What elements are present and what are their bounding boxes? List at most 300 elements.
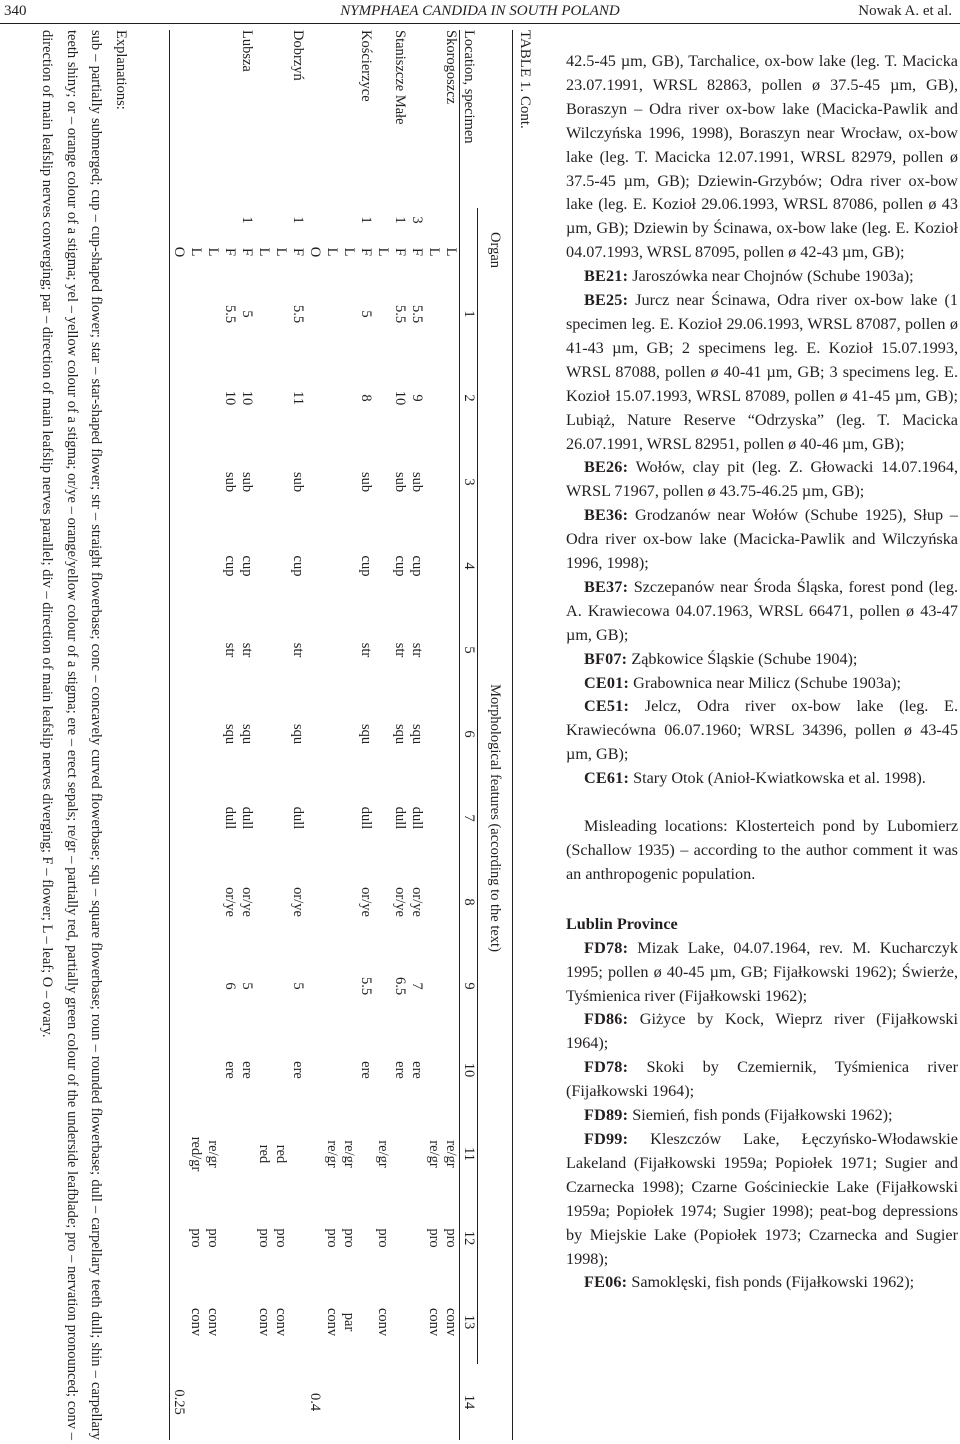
- cell-feature: pro: [273, 1228, 289, 1248]
- cell-feature: str: [409, 642, 425, 658]
- cell-feature: [170, 776, 188, 860]
- cell-feature: [374, 1028, 391, 1112]
- cell-feature: dull: [239, 806, 255, 830]
- cell-feature: [255, 1028, 272, 1112]
- cell-feature: [408, 1112, 425, 1196]
- cell-feature: [272, 1364, 289, 1440]
- locality-entry: [566, 1056, 958, 1104]
- cell-feature: 5.5: [392, 304, 408, 324]
- feature-number: 5: [461, 646, 477, 654]
- cell-feature: squ: [358, 723, 374, 745]
- cell-organ: F: [239, 247, 255, 257]
- cell-feature: [187, 860, 204, 944]
- cell-feature: ere: [392, 1061, 408, 1079]
- cell-feature: 10: [239, 390, 255, 406]
- cell-feature: [306, 944, 323, 1028]
- cell-count: [323, 208, 340, 232]
- cell-feature: [306, 608, 323, 692]
- table-row: [238, 30, 255, 1440]
- feature-number: 3: [461, 478, 477, 486]
- cell-feature: [323, 440, 340, 524]
- cell-feature: [272, 692, 289, 776]
- cell-feature: 9: [409, 394, 425, 402]
- table-row: [187, 30, 204, 1440]
- cell-feature: [306, 860, 323, 944]
- grid-code: FD89:: [584, 1106, 629, 1125]
- cell-feature: [425, 692, 442, 776]
- grid-code: FD78:: [584, 938, 629, 957]
- cell-feature: [272, 608, 289, 692]
- cell-organ: F: [409, 247, 425, 257]
- locality-text: Siemień, fish ponds (Fijałkowski 1962);: [628, 1106, 893, 1125]
- cell-feature: [391, 1364, 408, 1440]
- cell-feature: [357, 1364, 374, 1440]
- locality-entry: [566, 1128, 958, 1271]
- cell-feature: [272, 524, 289, 608]
- cell-feature: [272, 440, 289, 524]
- cell-organ: L: [443, 247, 459, 257]
- cell-count: [272, 208, 289, 232]
- cell-feature: re/gr: [324, 1140, 340, 1168]
- locality-text: Giżyce by Kock, Wieprz river (Fijałkowski 1964);: [566, 1010, 958, 1053]
- cell-feature: [272, 272, 289, 356]
- cell-feature: [374, 440, 391, 524]
- locality-text: Wołów, clay pit (leg. Z. Głowacki 14.07.1964, WRSL 71967, pollen ø 43.75-46.25 µm, GB);: [566, 458, 958, 501]
- cell-feature: 6: [222, 982, 238, 990]
- feature-number: 13: [461, 1314, 477, 1330]
- cell-feature: [170, 272, 188, 356]
- cell-count: [187, 208, 204, 232]
- cell-feature: dull: [222, 806, 238, 830]
- cell-feature: dull: [290, 806, 306, 830]
- cell-organ: L: [188, 247, 204, 257]
- page-number: 340: [4, 3, 27, 19]
- cell-feature: 10: [392, 390, 408, 406]
- cell-feature: [391, 1196, 408, 1280]
- feature-number: 7: [461, 814, 477, 822]
- cell-feature: re/gr: [341, 1140, 357, 1168]
- cell-feature: squ: [409, 723, 425, 745]
- locality-text: Szczepanów near Środa Śląska, forest pond (leg. A. Krawiecowa 04.07.1963, WRSL 66471, pollen ø 43-47 µm, GB);: [566, 577, 958, 644]
- cell-feature: [442, 860, 460, 944]
- locality-text: Samoklęski, fish ponds (Fijałkowski 1962);: [627, 1273, 915, 1292]
- cell-feature: [442, 608, 460, 692]
- table-explanations: [35, 30, 133, 1440]
- cell-feature: [374, 272, 391, 356]
- cell-feature: 5.5: [358, 976, 374, 996]
- locality-text: Grabownica near Milicz (Schube 1903a);: [629, 673, 902, 692]
- cell-feature: [323, 524, 340, 608]
- cell-feature: [187, 356, 204, 440]
- cell-feature: [170, 356, 188, 440]
- cell-feature: [306, 1028, 323, 1112]
- cell-feature: [442, 524, 460, 608]
- cell-feature: squ: [222, 723, 238, 745]
- cell-feature: pro: [324, 1228, 340, 1248]
- table-row: [255, 30, 272, 1440]
- grid-code: FE06:: [584, 1273, 628, 1292]
- cell-feature: [391, 1112, 408, 1196]
- cell-organ: L: [205, 247, 221, 257]
- cell-count: 1: [392, 216, 408, 224]
- cell-feature: str: [392, 642, 408, 658]
- cell-feature: [306, 272, 323, 356]
- cell-organ: L: [375, 247, 391, 257]
- cell-feature: [340, 356, 357, 440]
- grid-code: CE61:: [584, 769, 630, 788]
- feature-number: 11: [461, 1147, 477, 1161]
- locality-entry: [566, 456, 958, 504]
- feature-number: 4: [461, 562, 477, 570]
- cell-feature: [442, 692, 460, 776]
- cell-feature: sub: [290, 471, 306, 493]
- cell-feature: [204, 776, 221, 860]
- cell-feature: [408, 1196, 425, 1280]
- locality-entry: [566, 648, 958, 672]
- grid-code: CE01:: [584, 673, 630, 692]
- cell-feature: sub: [409, 471, 425, 493]
- locality-entry: [566, 1271, 958, 1295]
- locality-text: Jelcz, Odra river ox-bow lake (leg. E. Krawiecówna 06.07.1960; WRSL 34396, pollen ø 43-45 µm, GB);: [566, 697, 958, 764]
- cell-feature: [425, 608, 442, 692]
- cell-count: [340, 208, 357, 232]
- cell-feature: 5.5: [409, 304, 425, 324]
- cell-organ: L: [273, 247, 289, 257]
- cell-feature: [442, 1364, 460, 1440]
- cell-feature: [255, 860, 272, 944]
- grid-code: BE21:: [584, 267, 629, 286]
- cell-feature: ere: [409, 1061, 425, 1079]
- cell-feature: [170, 1112, 188, 1196]
- cell-feature: conv: [188, 1307, 204, 1337]
- cell-feature: [187, 1028, 204, 1112]
- cell-feature: [187, 1364, 204, 1440]
- cell-feature: [221, 1196, 238, 1280]
- morphology-table: [169, 30, 513, 1440]
- cell-feature: conv: [443, 1307, 459, 1337]
- cell-feature: [272, 860, 289, 944]
- cell-feature: conv: [273, 1307, 289, 1337]
- cell-feature: [170, 608, 188, 692]
- cell-feature: or/ye: [239, 887, 255, 917]
- cell-count: [442, 208, 460, 232]
- cell-feature: 8: [358, 394, 374, 402]
- locality-text: Kleszczów Lake, Łęczyńsko-Włodawskie Lakeland (Fijałkowski 1959a; Popiołek 1971; Sugier and Czarnecka 1998); Czarne Gościnieckie Lake (Fijałkowski 1959a; Popiołek 1974; Sugier 1998); peat-bog depressions by Miejskie Lake (Popiołek 1973; Czarnecka and Sugier 1998);: [566, 1129, 958, 1268]
- cell-feature: str: [222, 642, 238, 658]
- cell-location: [425, 30, 442, 208]
- cell-feature: [340, 692, 357, 776]
- table-row: [272, 30, 289, 1440]
- cell-feature: 5.5: [290, 304, 306, 324]
- cell-feature: [374, 944, 391, 1028]
- cell-feature: [204, 692, 221, 776]
- cell-feature: [323, 272, 340, 356]
- table-head-row-2: [460, 30, 478, 1440]
- locality-text: Grodzanów near Wołów (Schube 1925), Słup – Odra river ox-bow lake (Macicka-Pawlik and Wilczyńska 1996, 1998);: [566, 506, 958, 573]
- locality-text: Jaroszówka near Chojnów (Schube 1903a);: [628, 267, 914, 286]
- cell-feature: [306, 1196, 323, 1280]
- text-column: [566, 50, 958, 1295]
- cell-feature: conv: [205, 1307, 221, 1337]
- cell-organ: L: [341, 247, 357, 257]
- cell-organ: L: [426, 247, 442, 257]
- cell-feature: [204, 608, 221, 692]
- cell-feature: squ: [290, 723, 306, 745]
- cell-feature: [425, 356, 442, 440]
- cell-feature: 7: [409, 982, 425, 990]
- cell-feature: cup: [392, 555, 408, 577]
- locality-entry: [566, 1008, 958, 1056]
- cell-location: [374, 30, 391, 208]
- cell-feature: [255, 944, 272, 1028]
- cell-feature: [442, 272, 460, 356]
- cell-feature: sub: [239, 471, 255, 493]
- cell-feature: or/ye: [392, 887, 408, 917]
- cell-location: [323, 30, 340, 208]
- cell-feature: [238, 1112, 255, 1196]
- cell-feature: [340, 1028, 357, 1112]
- cell-count: [374, 208, 391, 232]
- cell-feature: [255, 1364, 272, 1440]
- cell-feature: [255, 356, 272, 440]
- cell-feature: conv: [324, 1307, 340, 1337]
- cell-feature: conv: [375, 1307, 391, 1337]
- cell-feature: [204, 524, 221, 608]
- cell-feature: [272, 1028, 289, 1112]
- cell-feature: [289, 1112, 306, 1196]
- cell-location: [170, 30, 188, 208]
- cell-feature: squ: [392, 723, 408, 745]
- locality-text: Ząbkowice Śląskie (Schube 1904);: [627, 649, 858, 668]
- cell-feature: par: [341, 1312, 357, 1332]
- cell-feature: red/gr: [188, 1136, 204, 1172]
- cell-feature: [442, 1028, 460, 1112]
- cell-count: 1: [358, 216, 374, 224]
- cell-feature: [425, 1364, 442, 1440]
- cell-feature: cup: [222, 555, 238, 577]
- cell-feature: [340, 1364, 357, 1440]
- cell-feature: pro: [443, 1228, 459, 1248]
- cell-feature: pro: [426, 1228, 442, 1248]
- cell-feature: [357, 1112, 374, 1196]
- cell-feature: [340, 272, 357, 356]
- table-caption: TABLE 1. Cont.: [517, 30, 533, 129]
- cell-organ: F: [222, 247, 238, 257]
- cell-feature: [204, 944, 221, 1028]
- cell-feature: [306, 356, 323, 440]
- cell-feature: [340, 944, 357, 1028]
- cell-feature: pro: [256, 1228, 272, 1248]
- cell-feature: [425, 860, 442, 944]
- head-features: Morphological features (according to the text): [478, 272, 513, 1364]
- cell-organ: F: [290, 247, 306, 257]
- cell-feature: [374, 524, 391, 608]
- grid-code: BE26:: [584, 458, 629, 477]
- explanations-text: sub – partially submerged; cup – cup-shaped flower; star – star-shaped flower; str – straight flowerbase; conc – concavely curved flowerbase; squ – square flowerbase; roun – rounded flowerbase; dull – carpellary teeth dull; shin – carpellary teeth shiny; or – orange colour of a stigma; yel – yellow colour of a stigma; or/ye – orange/yellow colour of a stigma; ere – erect sepals; re/gr – partially red, partially green colour of the underside leafblade; pro – nervation pronounced; conv – direction of main leafslip nerves converging; par – direction of main leafslip nerves parallel; div – direction of main leafslip nerves diverging; F – flower; L – leaf; O – ovary.: [39, 30, 105, 1440]
- cell-feature: [374, 1364, 391, 1440]
- cell-feature: [187, 524, 204, 608]
- journal-title: NYMPHAEA CANDIDA IN SOUTH POLAND: [340, 3, 620, 19]
- cell-feature: re/gr: [426, 1140, 442, 1168]
- cell-feature: [204, 1364, 221, 1440]
- cell-feature: 5: [239, 982, 255, 990]
- cell-feature: [221, 1364, 238, 1440]
- cell-feature: [272, 356, 289, 440]
- cell-organ: O: [307, 246, 323, 258]
- cell-feature: cup: [409, 555, 425, 577]
- cell-feature: [442, 776, 460, 860]
- cell-feature: 5.5: [222, 304, 238, 324]
- cell-feature: pro: [188, 1228, 204, 1248]
- cell-feature: [374, 860, 391, 944]
- cell-feature: [204, 440, 221, 524]
- cell-feature: dull: [358, 806, 374, 830]
- cell-feature: 5: [290, 982, 306, 990]
- cell-feature: [289, 1280, 306, 1364]
- table-row: [306, 30, 323, 1440]
- cell-feature: [306, 524, 323, 608]
- cell-feature: [323, 692, 340, 776]
- cell-organ: L: [256, 247, 272, 257]
- cell-feature: [357, 1196, 374, 1280]
- cell-feature: [340, 608, 357, 692]
- cell-location: [187, 30, 204, 208]
- cell-feature: [255, 440, 272, 524]
- cell-feature: [289, 1196, 306, 1280]
- cell-feature: ere: [239, 1061, 255, 1079]
- cell-count: 3: [409, 216, 425, 224]
- cell-feature: [187, 944, 204, 1028]
- table-row: [204, 30, 221, 1440]
- province-heading: Lublin Province: [566, 914, 678, 933]
- cell-feature: [204, 1028, 221, 1112]
- cell-feature: ere: [290, 1061, 306, 1079]
- cell-count: [306, 208, 323, 232]
- cell-feature: [323, 860, 340, 944]
- cell-feature: [425, 524, 442, 608]
- cell-feature: [442, 356, 460, 440]
- feature-number: 9: [461, 982, 477, 990]
- cell-feature: 0.25: [171, 1389, 187, 1415]
- cell-feature: [170, 944, 188, 1028]
- cell-organ: L: [324, 247, 340, 257]
- feature-number: 14: [461, 1394, 478, 1410]
- cell-feature: conv: [256, 1307, 272, 1337]
- feature-number: 2: [461, 394, 477, 402]
- cell-feature: [425, 944, 442, 1028]
- cell-feature: [204, 356, 221, 440]
- rotated-table: [10, 30, 535, 1440]
- locality-entry: [566, 504, 958, 576]
- cell-feature: 5: [239, 310, 255, 318]
- head-organ: Organ: [487, 232, 504, 269]
- locality-list: [566, 265, 958, 791]
- cell-feature: cup: [239, 555, 255, 577]
- cell-organ: F: [358, 247, 374, 257]
- cell-feature: sub: [222, 471, 238, 493]
- cell-count: 1: [290, 216, 306, 224]
- cell-feature: red: [256, 1144, 272, 1164]
- cell-location: [340, 30, 357, 208]
- table-row: [425, 30, 442, 1440]
- running-head: [0, 0, 960, 24]
- cell-feature: [374, 356, 391, 440]
- locality-entry: [566, 937, 958, 1009]
- grid-code: BF07:: [584, 649, 628, 668]
- cell-feature: [204, 860, 221, 944]
- cell-feature: [323, 1028, 340, 1112]
- cell-location: Lubsza: [239, 30, 255, 72]
- cell-location: [306, 30, 323, 208]
- cell-feature: [238, 1364, 255, 1440]
- cell-feature: [187, 692, 204, 776]
- cell-feature: str: [239, 642, 255, 658]
- cell-location: [204, 30, 221, 208]
- cell-feature: [323, 356, 340, 440]
- cell-feature: [306, 776, 323, 860]
- grid-code: BE36:: [584, 506, 629, 525]
- cell-feature: [408, 1364, 425, 1440]
- table-row: [289, 30, 306, 1440]
- cell-feature: [340, 524, 357, 608]
- cell-feature: 5: [358, 310, 374, 318]
- cell-feature: ere: [358, 1061, 374, 1079]
- feature-number: 1: [461, 310, 477, 318]
- cell-feature: [255, 692, 272, 776]
- table-row: [391, 30, 408, 1440]
- cell-feature: [238, 1280, 255, 1364]
- cell-feature: or/ye: [222, 887, 238, 917]
- cell-location: Kościerzyce: [358, 30, 374, 102]
- cell-feature: sub: [358, 471, 374, 493]
- grid-code: FD78:: [584, 1058, 629, 1077]
- cell-feature: 6.5: [392, 976, 408, 996]
- cell-feature: [425, 776, 442, 860]
- cell-organ: F: [392, 247, 408, 257]
- cell-location: [272, 30, 289, 208]
- cell-feature: [425, 272, 442, 356]
- cell-feature: pro: [375, 1228, 391, 1248]
- cell-feature: [255, 272, 272, 356]
- cell-feature: [425, 440, 442, 524]
- cell-feature: [357, 1280, 374, 1364]
- cell-feature: [170, 860, 188, 944]
- cell-feature: sub: [392, 471, 408, 493]
- table-row: [323, 30, 340, 1440]
- cell-feature: [187, 272, 204, 356]
- cell-feature: dull: [409, 806, 425, 830]
- cell-location: [221, 30, 238, 208]
- explanations-title: Explanations:: [113, 30, 129, 110]
- table-row: [374, 30, 391, 1440]
- cell-feature: [374, 776, 391, 860]
- cell-count: [170, 208, 188, 232]
- grid-code: FD99:: [584, 1129, 629, 1148]
- cell-feature: [340, 776, 357, 860]
- cell-feature: [306, 440, 323, 524]
- cell-location: Skorogoszcz: [443, 30, 459, 105]
- cell-feature: 0.4: [307, 1392, 323, 1412]
- cell-location: Staniszcze Małe: [392, 30, 408, 125]
- cell-feature: [221, 1280, 238, 1364]
- locality-text: Jurcz near Ścinawa, Odra river ox-bow lake (1 specimen leg. E. Kozioł 29.06.1993, WRSL 87087, pollen ø 41-43 µm, GB; 2 specimens leg. E. Kozioł 15.07.1993, WRSL 87088, pollen ø 40-41 µm, GB; 3 specimens leg. E. Kozioł 15.07.1993, WRSL 87089, pollen ø 41-45 µm, GB); Lubiąż, Nature Reserve “Odrzyska” (leg. T. Macicka 26.07.1991, WRSL 82951, pollen ø 40-46 µm, GB);: [566, 291, 958, 453]
- cell-feature: str: [358, 642, 374, 658]
- cell-feature: red: [273, 1144, 289, 1164]
- locality-entry: [566, 672, 958, 696]
- locality-entry: [566, 289, 958, 456]
- cell-feature: [306, 1280, 323, 1364]
- cell-feature: dull: [392, 806, 408, 830]
